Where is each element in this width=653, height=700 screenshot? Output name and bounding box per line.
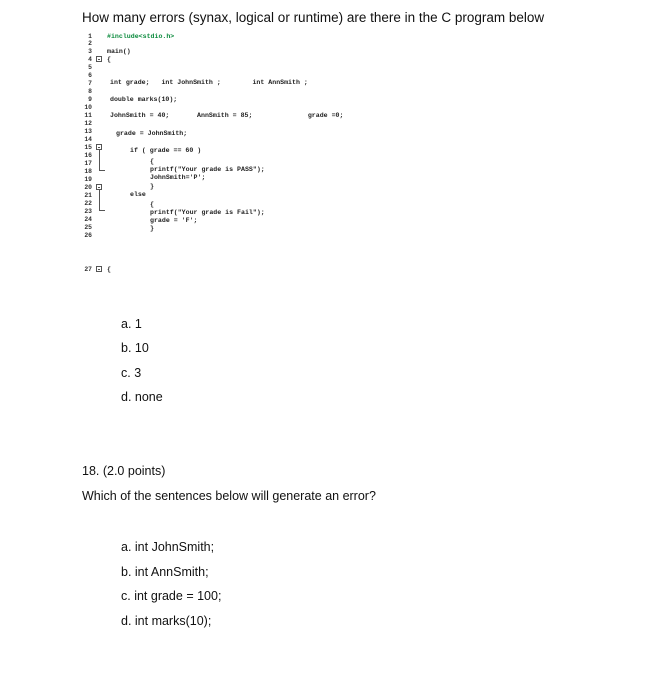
line-number: 6	[88, 72, 92, 79]
line-number: 14	[84, 136, 92, 143]
fold-guide	[99, 150, 105, 171]
fold-toggle-icon[interactable]	[96, 266, 102, 272]
line-number: 3	[88, 48, 92, 55]
line-number: 2	[88, 40, 92, 47]
answer-option[interactable]: b. int AnnSmith;	[121, 565, 209, 579]
answer-option[interactable]: c. 3	[121, 366, 142, 380]
code-line: printf("Your grade is Fail");	[150, 209, 265, 216]
answer-option[interactable]: b. 10	[121, 341, 149, 355]
answer-option[interactable]: c. int grade = 100;	[121, 589, 222, 603]
answer-option[interactable]: d. int marks(10);	[121, 614, 212, 628]
line-number: 5	[88, 64, 92, 71]
line-number: 27	[84, 266, 92, 273]
code-line: #include<stdio.h>	[107, 33, 175, 40]
code-line: main()	[107, 48, 131, 55]
line-number: 22	[84, 200, 92, 207]
code-line: grade = 'F';	[150, 217, 198, 224]
line-number: 24	[84, 216, 92, 223]
code-line: int grade; int JohnSmith ; int AnnSmith ;	[110, 79, 308, 86]
code-line: {	[107, 56, 111, 63]
line-number: 12	[84, 120, 92, 127]
code-line: if ( grade == 60 )	[130, 147, 202, 154]
line-number: 18	[84, 168, 92, 175]
line-number: 17	[84, 160, 92, 167]
code-line: JohnSmith='P';	[150, 174, 206, 181]
line-number: 20	[84, 184, 92, 191]
line-number: 7	[88, 80, 92, 87]
question-18-prompt: Which of the sentences below will generate an error?	[82, 489, 376, 503]
answer-option[interactable]: a. int JohnSmith;	[121, 540, 215, 554]
fold-guide	[99, 190, 105, 211]
code-listing	[82, 32, 372, 282]
line-number: 1	[88, 33, 92, 40]
line-number: 4	[88, 56, 92, 63]
question-17-prompt: How many errors (synax, logical or runtime) are there in the C program below	[82, 10, 545, 25]
answer-option[interactable]: d. none	[121, 390, 163, 404]
code-line: {	[150, 201, 154, 208]
code-line: }	[150, 183, 154, 190]
code-line: JohnSmith = 40; AnnSmith = 85; grade =0;	[110, 112, 344, 119]
code-line: {	[107, 266, 111, 273]
line-number: 19	[84, 176, 92, 183]
code-line: double marks(10);	[110, 96, 178, 103]
line-number: 25	[84, 224, 92, 231]
fold-toggle-icon[interactable]	[96, 56, 102, 62]
answer-option[interactable]: a. 1	[121, 317, 142, 331]
code-line: grade = JohnSmith;	[116, 130, 188, 137]
line-number: 10	[84, 104, 92, 111]
line-number: 21	[84, 192, 92, 199]
line-number: 9	[88, 96, 92, 103]
code-line: else	[130, 191, 146, 198]
question-18-header: 18. (2.0 points)	[82, 464, 166, 478]
line-number: 8	[88, 88, 92, 95]
line-number: 11	[84, 112, 92, 119]
line-number: 23	[84, 208, 92, 215]
line-number: 13	[84, 128, 92, 135]
code-line: }	[150, 225, 154, 232]
line-number: 16	[84, 152, 92, 159]
code-line: {	[150, 158, 154, 165]
line-number: 15	[84, 144, 92, 151]
code-line: printf("Your grade is PASS");	[150, 166, 265, 173]
line-number: 26	[84, 232, 92, 239]
